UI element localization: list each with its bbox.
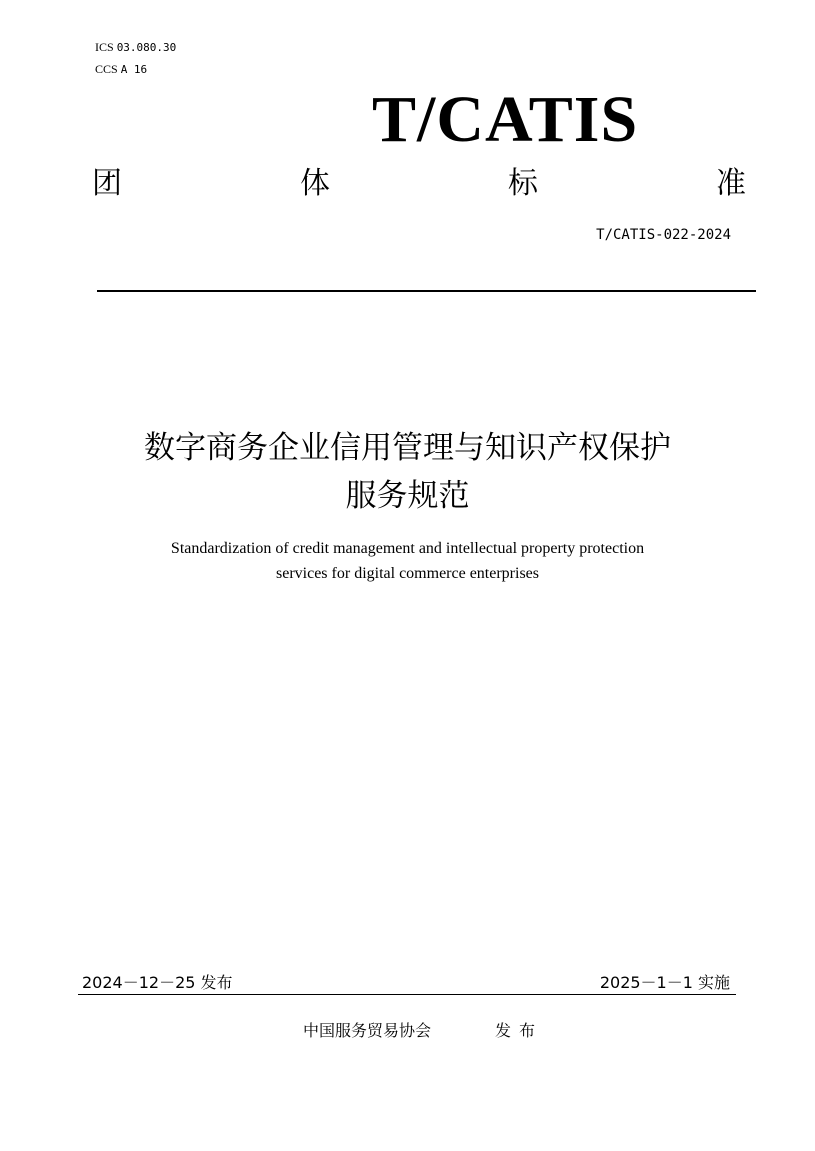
header-divider [97,290,756,292]
ics-value: 03.080.30 [116,41,177,54]
standard-type-char: 团 [92,166,122,201]
ccs-line [95,62,147,77]
ccs-label: CCS [95,62,118,76]
ics-line [95,40,176,55]
standard-type-char: 标 [508,166,538,201]
footer-divider [78,994,736,995]
title-cn-line: 数字商务企业信用管理与知识产权保护 [144,430,671,466]
publish-date: 2024－12－25 发布 [82,973,233,992]
title-en-line: services for digital commerce enterprises [276,565,539,582]
publish-verb: 发布 [495,1021,544,1040]
title-cn-line: 服务规范 [345,478,470,514]
title-en-line: Standardization of credit management and intellectual property protection [170,540,645,557]
standard-code: T/CATIS-022-2024 [596,227,731,243]
ics-label: ICS [95,40,114,54]
brand-title: T/CATIS [372,83,639,156]
implement-date: 2025－1－1 实施 [599,973,730,992]
standard-type-char: 准 [716,166,746,201]
ccs-value: A 16 [120,63,148,76]
standard-type-char: 体 [300,166,330,201]
publisher-name: 中国服务贸易协会 [303,1021,432,1040]
